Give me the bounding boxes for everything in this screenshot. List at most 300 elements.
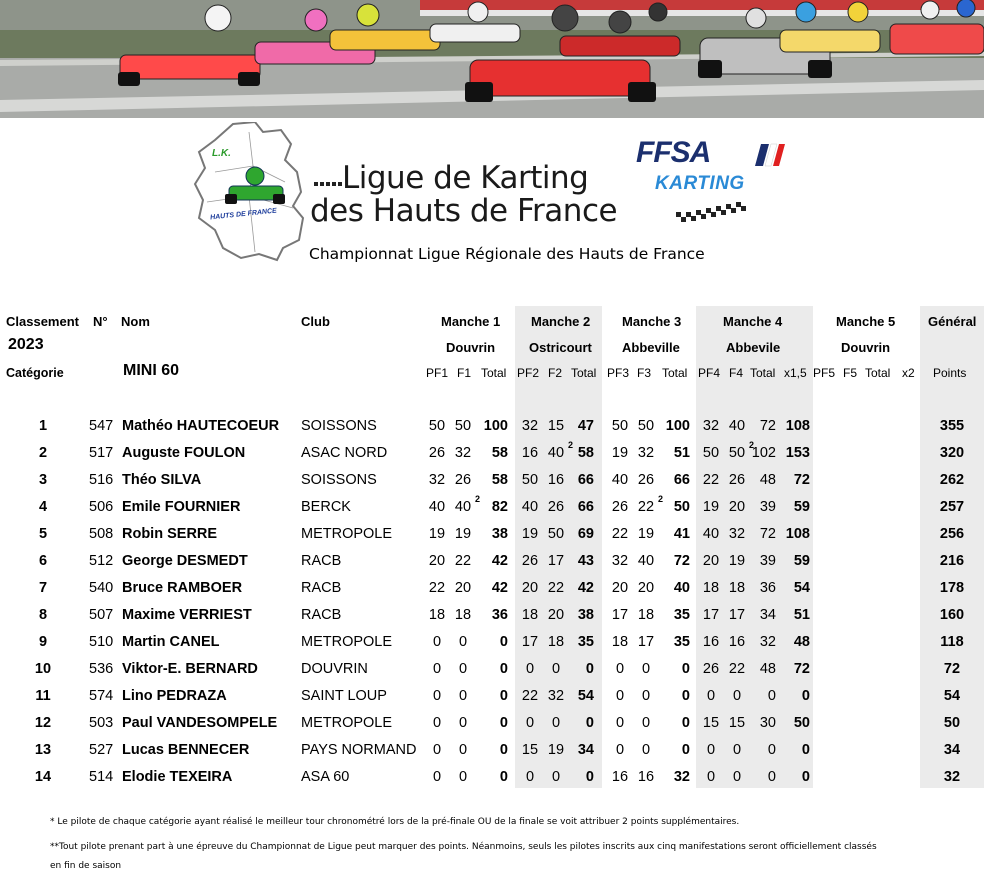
row-m2-f: 19: [547, 742, 565, 758]
row-m3-pf: 19: [611, 445, 629, 461]
table-row: [0, 604, 984, 631]
row-m2-total: 54: [577, 688, 594, 704]
row-m3-f: 0: [641, 742, 651, 758]
row-points: 50: [943, 715, 961, 731]
row-m3-total: 0: [681, 661, 690, 677]
table-row: [0, 685, 984, 712]
row-m4-x15: 48: [793, 634, 810, 650]
table-row: [0, 739, 984, 766]
manche5-venue: Douvrin: [841, 340, 891, 355]
row-m4-x15: 50: [793, 715, 810, 731]
row-m1-f: 0: [458, 769, 468, 785]
manche5-title: Manche 5: [836, 314, 896, 329]
row-m2-f: 32: [547, 688, 565, 704]
row-m3-total: 0: [681, 688, 690, 704]
row-m1-pf: 20: [428, 553, 446, 569]
row-m1-f: 18: [454, 607, 472, 623]
row-rank: 5: [38, 526, 48, 542]
row-m1-total: 36: [491, 607, 508, 623]
bonus-marker: 2: [475, 494, 481, 504]
row-club: SAINT LOUP: [301, 688, 387, 704]
row-m3-pf: 18: [611, 634, 629, 650]
col-total1: Total: [481, 366, 507, 380]
col-f2: F2: [548, 366, 563, 380]
row-m4-total: 48: [759, 472, 776, 488]
row-m1-f: 0: [458, 688, 468, 704]
row-m3-total: 35: [673, 634, 690, 650]
row-m4-pf: 18: [702, 580, 720, 596]
row-m3-pf: 0: [615, 661, 625, 677]
row-m2-pf: 32: [521, 418, 539, 434]
row-club: METROPOLE: [301, 634, 393, 650]
row-m3-pf: 26: [611, 499, 629, 515]
row-m3-pf: 32: [611, 553, 629, 569]
row-m3-pf: 22: [611, 526, 629, 542]
row-m4-f: 26: [728, 472, 746, 488]
row-m1-pf: 0: [432, 634, 442, 650]
row-m4-total: 102: [751, 445, 776, 461]
row-m2-pf: 0: [525, 769, 535, 785]
row-m3-total: 41: [673, 526, 690, 542]
row-m3-f: 40: [637, 553, 655, 569]
row-m2-f: 15: [547, 418, 565, 434]
row-m4-pf: 16: [702, 634, 720, 650]
row-m1-pf: 0: [432, 715, 442, 731]
row-m2-total: 69: [577, 526, 594, 542]
bonus-marker: 2: [568, 440, 574, 450]
row-m4-f: 20: [728, 499, 746, 515]
row-m1-f: 50: [454, 418, 472, 434]
row-m1-total: 0: [499, 688, 508, 704]
row-rank: 14: [34, 769, 52, 785]
table-row: [0, 712, 984, 739]
col-f1: F1: [457, 366, 472, 380]
row-m4-total: 72: [759, 526, 776, 542]
row-m4-pf: 0: [706, 688, 716, 704]
row-m1-f: 32: [454, 445, 472, 461]
row-m2-f: 22: [547, 580, 565, 596]
row-m4-f: 17: [728, 607, 746, 623]
row-m2-total: 42: [577, 580, 594, 596]
row-m1-f: 19: [454, 526, 472, 542]
row-m4-pf: 50: [702, 445, 720, 461]
col-pf5: PF5: [813, 366, 836, 380]
row-driver-name: Martin CANEL: [122, 634, 220, 650]
row-m4-pf: 17: [702, 607, 720, 623]
row-m2-f: 20: [547, 607, 565, 623]
row-points: 118: [940, 634, 964, 650]
header-categorie-label: Catégorie: [6, 366, 64, 380]
league-title-line1: Ligue de Karting: [342, 160, 589, 196]
row-m3-f: 18: [637, 607, 655, 623]
row-m1-pf: 22: [428, 580, 446, 596]
row-m1-pf: 0: [432, 661, 442, 677]
row-m2-pf: 18: [521, 607, 539, 623]
col-total5: Total: [865, 366, 891, 380]
row-points: 178: [939, 580, 965, 596]
row-m4-x15: 108: [785, 526, 810, 542]
row-m3-pf: 0: [615, 688, 625, 704]
row-rank: 7: [38, 580, 48, 596]
row-m4-pf: 19: [702, 499, 720, 515]
header-classement: Classement: [6, 314, 79, 329]
row-club: METROPOLE: [301, 715, 393, 731]
row-m3-total: 32: [673, 769, 690, 785]
row-club: BERCK: [301, 499, 351, 515]
row-m2-total: 38: [577, 607, 594, 623]
row-m2-total: 58: [577, 445, 594, 461]
col-total3: Total: [662, 366, 688, 380]
bonus-marker: 2: [658, 494, 664, 504]
col-pf4: PF4: [698, 366, 721, 380]
row-m4-f: 0: [732, 688, 742, 704]
row-m4-f: 0: [732, 769, 742, 785]
row-m4-total: 34: [759, 607, 776, 623]
header-year: 2023: [8, 336, 44, 353]
row-m1-pf: 0: [432, 688, 442, 704]
row-driver-name: Théo SILVA: [122, 472, 202, 488]
row-points: 32: [943, 769, 961, 785]
row-m4-f: 18: [728, 580, 746, 596]
row-m1-total: 58: [491, 472, 508, 488]
row-points: 54: [943, 688, 961, 704]
row-m2-pf: 16: [521, 445, 539, 461]
row-m1-total: 38: [491, 526, 508, 542]
row-m4-total: 0: [767, 688, 776, 704]
row-number: 506: [89, 499, 114, 515]
row-m1-total: 0: [499, 715, 508, 731]
row-driver-name: Bruce RAMBOER: [122, 580, 243, 596]
bonus-marker: 2: [749, 440, 755, 450]
map-initials: L.K.: [212, 148, 231, 159]
col-pf1: PF1: [426, 366, 449, 380]
row-m2-f: 40: [547, 445, 565, 461]
row-m4-f: 0: [732, 742, 742, 758]
row-m2-f: 18: [547, 634, 565, 650]
row-m2-total: 0: [585, 661, 594, 677]
row-m2-f: 16: [547, 472, 565, 488]
row-m4-total: 39: [759, 499, 776, 515]
row-m1-total: 0: [499, 634, 508, 650]
row-m3-total: 66: [673, 472, 690, 488]
row-rank: 8: [38, 607, 48, 623]
row-number: 514: [89, 769, 114, 785]
col-pf2: PF2: [517, 366, 540, 380]
row-m4-pf: 40: [702, 526, 720, 542]
manche1-title: Manche 1: [441, 314, 501, 329]
header-nom: Nom: [121, 314, 150, 329]
row-m3-f: 16: [637, 769, 655, 785]
row-driver-name: Auguste FOULON: [122, 445, 246, 461]
row-m3-total: 100: [665, 418, 690, 434]
row-number: 536: [89, 661, 114, 677]
row-m2-pf: 0: [525, 715, 535, 731]
row-m4-pf: 32: [702, 418, 720, 434]
row-m3-pf: 16: [611, 769, 629, 785]
row-points: 355: [939, 418, 965, 434]
col-f3: F3: [637, 366, 652, 380]
row-points: 262: [939, 472, 965, 488]
row-number: 547: [89, 418, 114, 434]
row-m1-total: 0: [499, 742, 508, 758]
row-m3-f: 17: [637, 634, 655, 650]
row-m2-f: 0: [551, 769, 561, 785]
row-m1-total: 0: [499, 661, 508, 677]
map-region-label: HAUTS DE FRANCE: [209, 207, 278, 222]
league-title-line2: des Hauts de France: [310, 193, 618, 229]
row-m2-f: 0: [551, 661, 561, 677]
row-m3-f: 20: [637, 580, 655, 596]
row-number: 516: [89, 472, 114, 488]
row-m3-pf: 0: [615, 742, 625, 758]
row-m4-pf: 0: [706, 769, 716, 785]
row-m1-total: 42: [491, 580, 508, 596]
row-m2-pf: 19: [521, 526, 539, 542]
row-points: 320: [939, 445, 965, 461]
row-points: 216: [939, 553, 965, 569]
row-number: 540: [89, 580, 114, 596]
row-m4-total: 72: [759, 418, 776, 434]
row-points: 72: [943, 661, 961, 677]
row-m3-f: 50: [637, 418, 655, 434]
row-club: DOUVRIN: [301, 661, 368, 677]
row-m3-total: 50: [673, 499, 690, 515]
championship-subtitle: Championnat Ligue Régionale des Hauts de France: [309, 245, 705, 263]
manche4-venue: Abbevile: [726, 340, 781, 355]
row-club: PAYS NORMAND: [301, 742, 417, 758]
row-m2-total: 0: [585, 715, 594, 731]
row-m3-total: 51: [673, 445, 690, 461]
row-driver-name: Elodie TEXEIRA: [122, 769, 233, 785]
row-m3-f: 22: [637, 499, 655, 515]
row-m2-pf: 20: [521, 580, 539, 596]
karting-race-photo: [0, 0, 984, 118]
row-m1-pf: 26: [428, 445, 446, 461]
row-rank: 1: [38, 418, 48, 434]
table-row: [0, 415, 984, 442]
row-m2-pf: 22: [521, 688, 539, 704]
row-m2-pf: 26: [521, 553, 539, 569]
table-row: [0, 577, 984, 604]
table-row: [0, 766, 984, 793]
ffsa-logo-text: FFSA: [636, 136, 711, 169]
row-m1-f: 0: [458, 634, 468, 650]
row-m4-x15: 0: [801, 688, 810, 704]
checkered-flag-icon: [676, 202, 756, 226]
row-driver-name: Paul VANDESOMPELE: [122, 715, 278, 731]
row-m2-pf: 50: [521, 472, 539, 488]
col-x15: x1,5: [784, 366, 807, 380]
row-m4-x15: 72: [793, 661, 810, 677]
row-m2-pf: 15: [521, 742, 539, 758]
row-number: 512: [89, 553, 114, 569]
row-m2-f: 0: [551, 715, 561, 731]
row-rank: 13: [34, 742, 52, 758]
row-m3-f: 19: [637, 526, 655, 542]
row-m4-total: 48: [759, 661, 776, 677]
row-club: RACB: [301, 580, 342, 596]
row-driver-name: Maxime VERRIEST: [122, 607, 252, 623]
footnote-fastest-lap: * Le pilote de chaque catégorie ayant réalisé le meilleur tour chronométré lors de la pré-finale OU de la finale se voit attribuer 2 points supplémentaires.: [50, 817, 740, 827]
row-m2-total: 0: [585, 769, 594, 785]
row-m3-total: 72: [673, 553, 690, 569]
row-m2-total: 34: [577, 742, 594, 758]
row-m3-total: 40: [673, 580, 690, 596]
row-m2-pf: 40: [521, 499, 539, 515]
hauts-de-france-map-logo: [193, 122, 311, 262]
row-m4-x15: 72: [793, 472, 810, 488]
row-m3-total: 35: [673, 607, 690, 623]
row-m4-f: 40: [728, 418, 746, 434]
manche3-venue: Abbeville: [622, 340, 680, 355]
row-m1-total: 42: [491, 553, 508, 569]
table-row: [0, 658, 984, 685]
table-row: [0, 442, 984, 469]
row-m2-total: 35: [577, 634, 594, 650]
manche2-title: Manche 2: [531, 314, 591, 329]
row-rank: 10: [34, 661, 52, 677]
row-m4-total: 32: [759, 634, 776, 650]
row-m1-f: 26: [454, 472, 472, 488]
row-m1-pf: 19: [428, 526, 446, 542]
row-m3-pf: 17: [611, 607, 629, 623]
row-m4-pf: 0: [706, 742, 716, 758]
row-club: RACB: [301, 553, 342, 569]
col-x2: x2: [902, 366, 915, 380]
row-rank: 3: [38, 472, 48, 488]
row-points: 34: [943, 742, 961, 758]
row-m4-total: 0: [767, 742, 776, 758]
row-m1-f: 40: [454, 499, 472, 515]
row-rank: 2: [38, 445, 48, 461]
row-driver-name: Lucas BENNECER: [122, 742, 250, 758]
row-m1-pf: 32: [428, 472, 446, 488]
row-m4-f: 19: [728, 553, 746, 569]
header-club: Club: [301, 314, 330, 329]
row-m4-pf: 22: [702, 472, 720, 488]
row-m2-f: 26: [547, 499, 565, 515]
table-row: [0, 523, 984, 550]
row-number: 517: [89, 445, 114, 461]
row-m2-total: 47: [577, 418, 594, 434]
table-row: [0, 631, 984, 658]
col-points: Points: [933, 366, 967, 380]
row-m4-x15: 0: [801, 742, 810, 758]
ffsa-karting-text: KARTING: [655, 173, 745, 194]
row-m2-total: 43: [577, 553, 594, 569]
row-m1-f: 0: [458, 742, 468, 758]
row-m3-f: 0: [641, 688, 651, 704]
table-row: [0, 550, 984, 577]
row-m4-f: 50: [728, 445, 746, 461]
row-m4-f: 15: [728, 715, 746, 731]
row-m3-total: 0: [681, 715, 690, 731]
row-m2-f: 17: [547, 553, 565, 569]
row-driver-name: Emile FOURNIER: [122, 499, 241, 515]
col-total2: Total: [571, 366, 597, 380]
row-m4-x15: 0: [801, 769, 810, 785]
row-m3-pf: 40: [611, 472, 629, 488]
header-numero: N°: [93, 314, 108, 329]
row-m3-pf: 20: [611, 580, 629, 596]
row-m4-total: 36: [759, 580, 776, 596]
col-pf3: PF3: [607, 366, 630, 380]
row-m4-pf: 20: [702, 553, 720, 569]
header-banner-photo: [0, 0, 984, 118]
row-m3-f: 0: [641, 715, 651, 731]
row-m4-x15: 59: [793, 499, 810, 515]
row-m2-pf: 0: [525, 661, 535, 677]
row-m4-f: 22: [728, 661, 746, 677]
row-points: 257: [939, 499, 965, 515]
row-rank: 12: [34, 715, 52, 731]
row-m2-total: 66: [577, 472, 594, 488]
manche2-venue: Ostricourt: [529, 340, 592, 355]
row-club: RACB: [301, 607, 342, 623]
row-m1-f: 20: [454, 580, 472, 596]
row-number: 510: [89, 634, 114, 650]
row-number: 508: [89, 526, 114, 542]
row-m4-x15: 153: [785, 445, 810, 461]
manche3-title: Manche 3: [622, 314, 682, 329]
row-m1-f: 22: [454, 553, 472, 569]
row-m1-total: 0: [499, 769, 508, 785]
row-m1-total: 82: [491, 499, 508, 515]
row-m4-total: 30: [759, 715, 776, 731]
row-m3-f: 0: [641, 661, 651, 677]
row-m4-pf: 26: [702, 661, 720, 677]
ffsa-flag-mark-icon: [755, 142, 785, 168]
row-number: 503: [89, 715, 114, 731]
col-f5: F5: [843, 366, 858, 380]
row-m4-x15: 108: [785, 418, 810, 434]
col-f4: F4: [729, 366, 744, 380]
row-m1-pf: 40: [428, 499, 446, 515]
footnote-eligibility: **Tout pilote prenant part à une épreuve du Championnat de Ligue peut marquer des points. Néanmoins, seuls les pilotes inscrits aux cinq manifestations seront officiellement classés: [50, 842, 877, 852]
row-m4-total: 39: [759, 553, 776, 569]
row-m1-pf: 18: [428, 607, 446, 623]
row-m4-total: 0: [767, 769, 776, 785]
row-m1-total: 100: [483, 418, 508, 434]
row-m3-pf: 50: [611, 418, 629, 434]
row-m2-total: 66: [577, 499, 594, 515]
row-points: 256: [939, 526, 965, 542]
row-m1-f: 0: [458, 661, 468, 677]
row-club: ASAC NORD: [301, 445, 388, 461]
col-total4: Total: [750, 366, 776, 380]
row-m4-x15: 51: [793, 607, 810, 623]
row-m4-x15: 59: [793, 553, 810, 569]
row-m2-f: 50: [547, 526, 565, 542]
row-m2-pf: 17: [521, 634, 539, 650]
row-m1-pf: 0: [432, 742, 442, 758]
row-m3-f: 32: [637, 445, 655, 461]
header-categorie-value: MINI 60: [123, 362, 180, 379]
row-driver-name: Lino PEDRAZA: [122, 688, 227, 704]
row-m1-f: 0: [458, 715, 468, 731]
row-m3-pf: 0: [615, 715, 625, 731]
row-driver-name: Mathéo HAUTECOEUR: [122, 418, 280, 434]
row-rank: 11: [35, 688, 51, 704]
row-m1-pf: 0: [432, 769, 442, 785]
row-club: ASA 60: [301, 769, 350, 785]
row-m1-pf: 50: [428, 418, 446, 434]
general-title: Général: [928, 314, 977, 329]
row-m1-total: 58: [491, 445, 508, 461]
row-number: 527: [89, 742, 114, 758]
row-club: SOISSONS: [301, 418, 377, 434]
row-driver-name: Robin SERRE: [122, 526, 218, 542]
